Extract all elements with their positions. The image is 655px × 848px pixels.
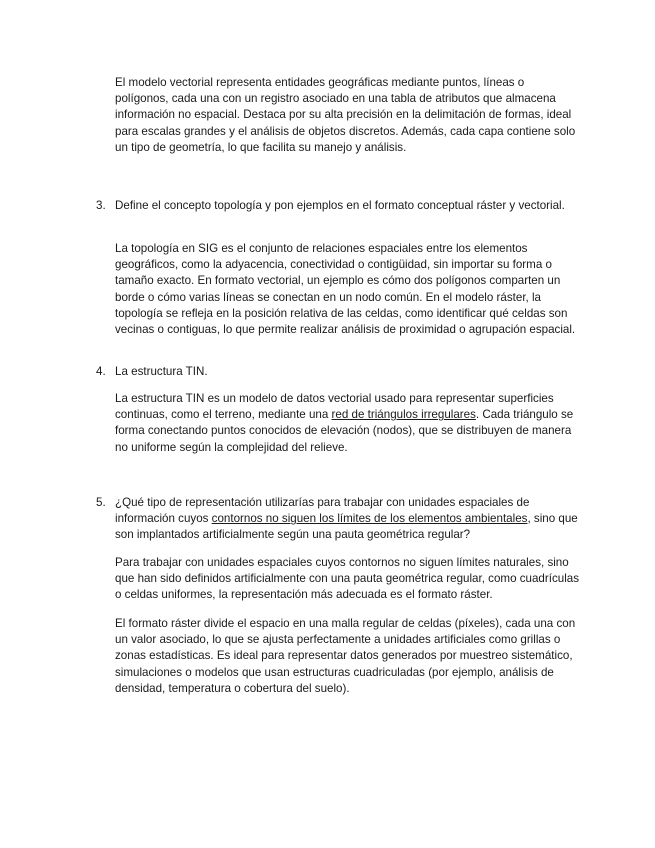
q4-answer [115,391,580,456]
q5-answer-2: El formato ráster divide el espacio en una malla regular de celdas (píxeles), cada una con un valor asociado, lo que se ajusta perfectamente a unidades artificiales como grillas o zonas estadísticas. Es ideal para representar datos generados por muestreo sistemático, simulaciones o modelos que usan estructuras cuadriculadas (por ejemplo, análisis de densidad, temperatura o cobertura del suelo). [115,617,576,695]
q4-number: 4. [96,365,106,378]
q3-number: 3. [96,199,106,212]
q5-question-link[interactable]: contornos no siguen los límites de los elementos ambientales [211,512,528,526]
q4-answer-link[interactable]: red de triángulos irregulares [331,408,476,422]
q3-answer: La topología en SIG es el conjunto de relaciones espaciales entre los elementos geográficos, como la adyacencia, conectividad o contigüidad, sin importar su forma o tamaño exacto. En formato vectorial, un ejemplo es cómo dos polígonos comparten un borde o cómo varias líneas se conectan en un nodo común. En el modelo ráster, la topología se refleja en la posición relativa de las celdas, como identificar qué celdas son vecinas o contiguas, lo que permite realizar análisis de proximidad o agrupación espacial. [115,242,576,337]
q5-number: 5. [96,496,106,509]
q5-answer-1: Para trabajar con unidades espaciales cuyos contornos no siguen límites naturales, sino que han sido definidos artificialmente con una pauta geométrica regular, como cuadrículas o celdas uniformes, la representación más adecuada es el formato ráster. [115,556,580,602]
intro-paragraph: El modelo vectorial representa entidades geográficas mediante puntos, líneas o polígonos, cada una con un registro asociado en una tabla de atributos que almacena información no espacial. Destaca por su alta precisión en la delimitación de formas, ideal para escalas grandes y el análisis de objetos discretos. Además, cada capa contiene solo un tipo de geometría, lo que facilita su manejo y análisis. [115,76,576,154]
q4-answer-before: La estructura TIN es un modelo de datos vectorial usado para representar superficies continuas, como el terreno, mediante una [115,392,554,422]
q5-question-after: , sino que son implantados artificialmente según una pauta geométrica regular? [115,512,578,542]
q5-question-before: ¿Qué tipo de representación utilizarías para trabajar con unidades espaciales de información cuyos [115,496,530,526]
q4-answer-after: . Cada triángulo se forma conectando puntos conocidos de elevación (nodos), que se distribuyen de manera no uniforme según la complejidad del relieve. [115,408,574,454]
q5-question [115,495,580,544]
q3-question: Define el concepto topología y pon ejemplos en el formato conceptual ráster y vectorial. [115,199,565,212]
q4-question: La estructura TIN. [115,365,208,378]
